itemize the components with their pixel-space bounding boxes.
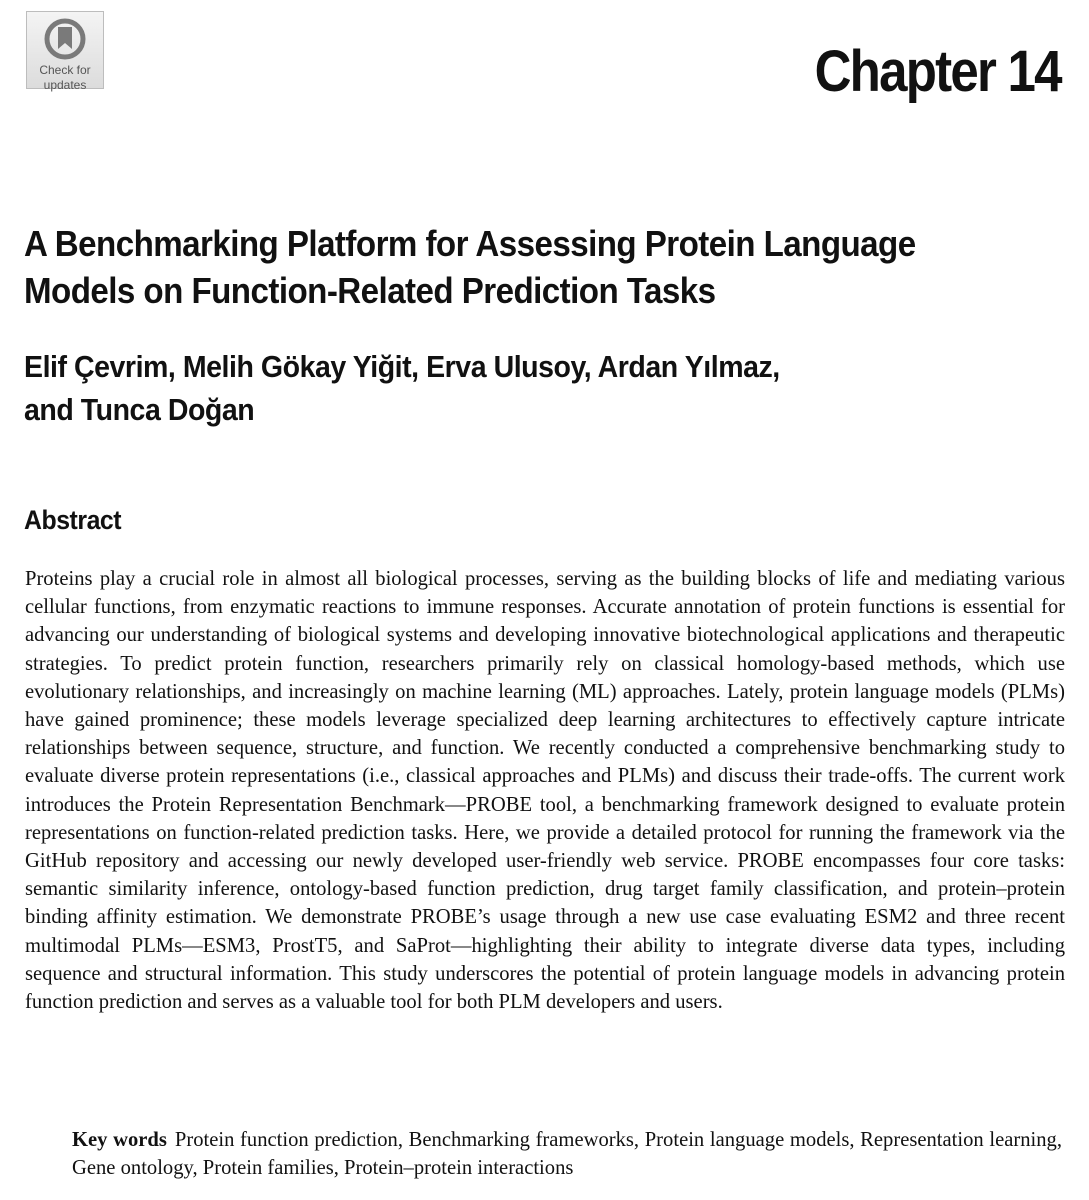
author-list (24, 345, 1064, 431)
authors-line-2: and Tunca Doğan (24, 392, 255, 427)
chapter-label: Chapter 14 (814, 39, 1061, 104)
title-line-2: Models on Function-Related Prediction Tasks (24, 270, 716, 311)
badge-line-2: updates (43, 78, 87, 92)
badge-line-1: Check for (39, 63, 91, 77)
bookmark-ring-icon (43, 17, 87, 61)
abstract-heading: Abstract (24, 505, 122, 535)
paper-title (24, 220, 1064, 314)
abstract-text: Proteins play a crucial role in almost all biological processes, serving as the building blocks of life and mediating various cellular functions, from enzymatic reactions to immune responses. Accurate annotation of protein functions is essential for advancing our understanding of biological systems and developing innovative biotechnological applications and therapeutic strategies. To predict protein function, researchers primarily rely on classical homology-based methods, which use evolutionary relationships, and increasingly on machine learning (ML) approaches. Lately, protein language models (PLMs) have gained prominence; these models leverage specialized deep learning architectures to effectively capture intricate relationships between sequence, structure, and function. We recently conducted a comprehensive benchmarking study to evaluate diverse protein representations (i.e., classical approaches and PLMs) and discuss their trade-offs. The current work introduces the Protein Representation Benchmark—PROBE tool, a benchmarking framework designed to evaluate protein representations on function-related prediction tasks. Here, we provide a detailed protocol for running the framework via the GitHub repository and accessing our newly developed user-friendly web service. PROBE encompasses four core tasks: semantic similarity inference, ontology-based function prediction, drug target family classification, and protein–protein binding affinity estimation. We demonstrate PROBE’s usage through a new use case evaluating ESM2 and three recent multimodal PLMs—ESM3, ProstT5, and SaProt—highlighting their ability to integrate diverse data types, including sequence and structural information. This study underscores the potential of protein language models in advancing protein function prediction and serves as a valuable tool for both PLM developers and users. (25, 568, 1065, 1014)
check-for-updates-badge[interactable] (26, 11, 104, 92)
title-line-1: A Benchmarking Platform for Assessing Protein Language (24, 223, 916, 264)
authors-line-1: Elif Çevrim, Melih Gökay Yiğit, Erva Ulusoy, Ardan Yılmaz, (24, 349, 780, 384)
keywords-label: Key words (72, 1129, 167, 1151)
keywords-section (72, 1126, 1062, 1182)
keywords-text: Protein function prediction, Benchmarking frameworks, Protein language models, Representation learning, Gene ontology, Protein families, Protein–protein interactions (72, 1129, 1062, 1179)
